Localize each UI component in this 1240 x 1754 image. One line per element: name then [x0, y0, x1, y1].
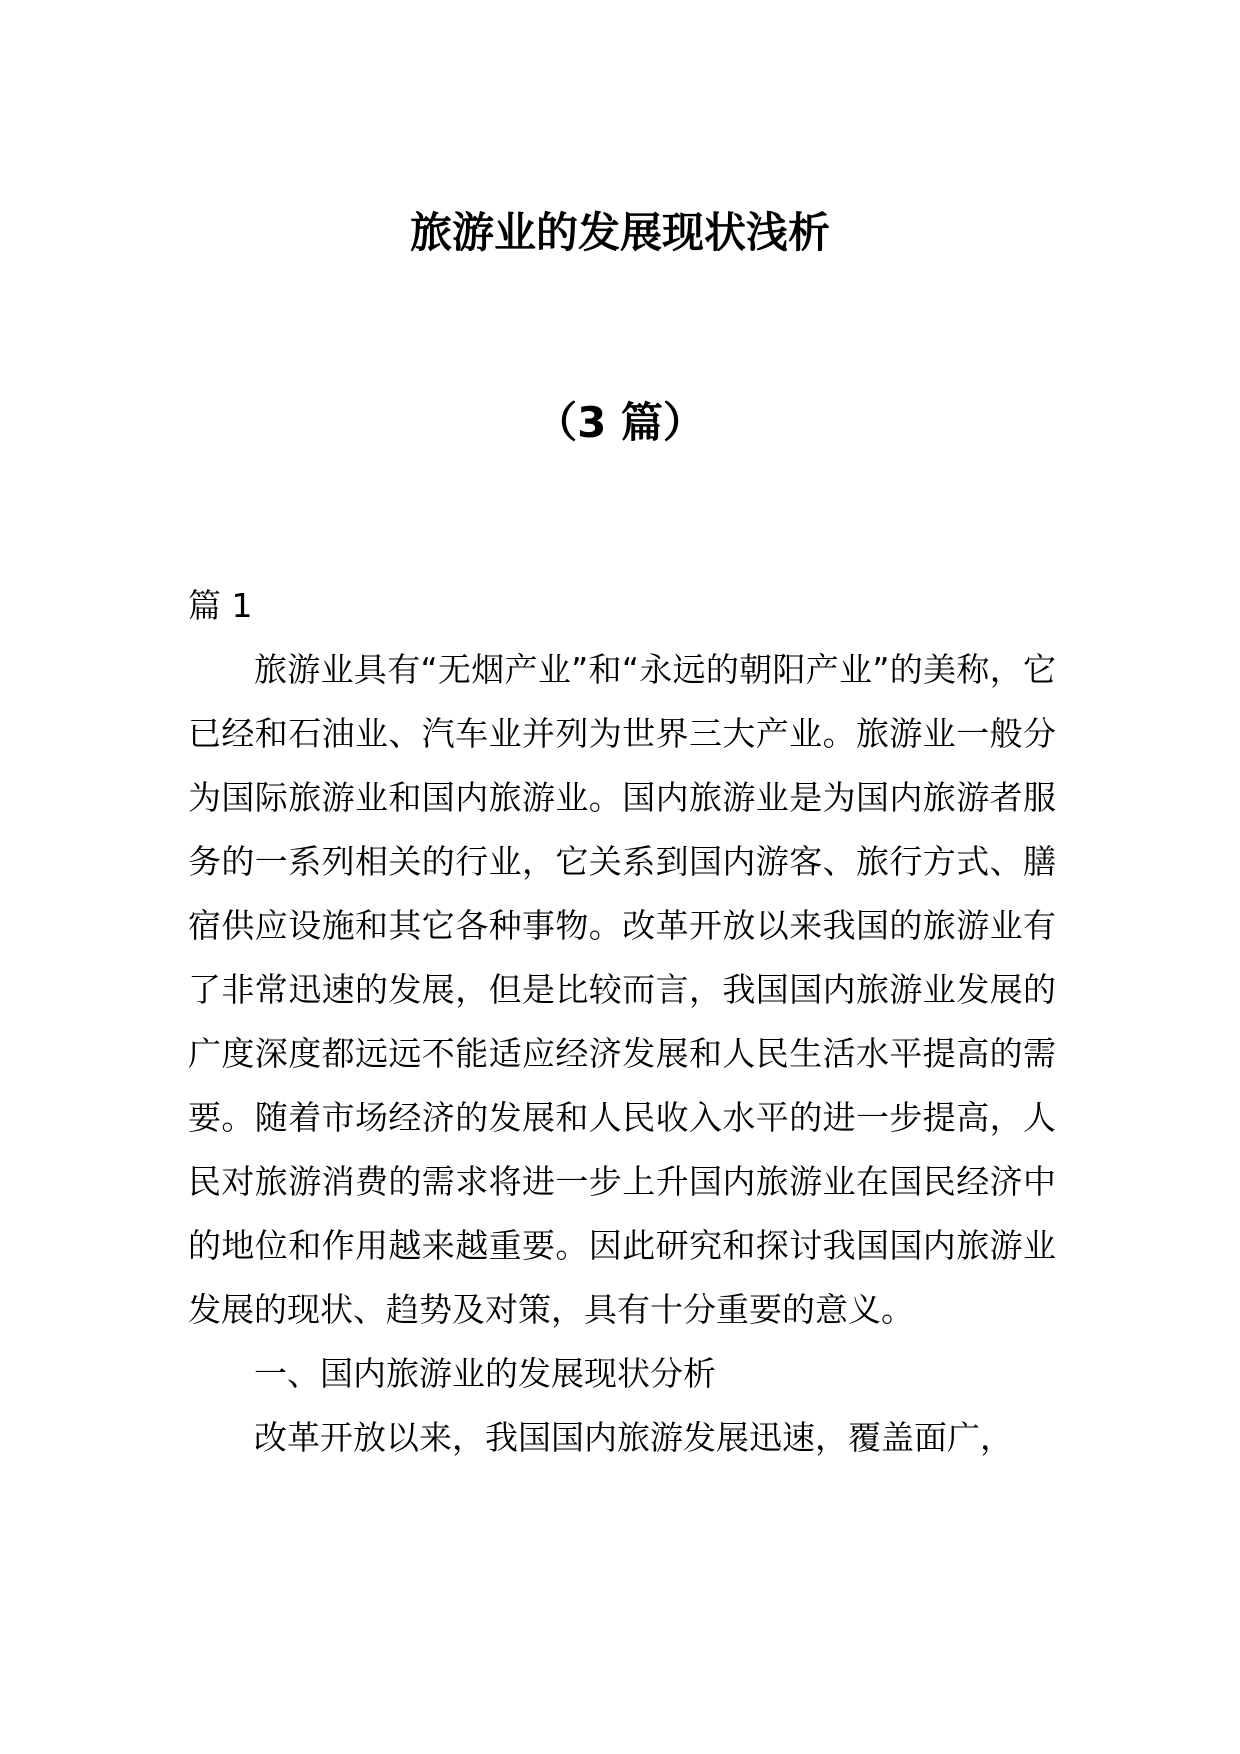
paragraph-1: 旅游业具有“无烟产业”和“永远的朝阳产业”的美称，它已经和石油业、汽车业并列为世界三大产业。旅游业一般分为国际旅游业和国内旅游业。国内旅游业是为国内旅游者服务的一系列相关的行业，它关系到国内游客、旅行方式、膳宿供应设施和其它各种事物。改革开放以来我国的旅游业有了非常迅速的发展，但是比较而言，我国国内旅游业发展的广度深度都远远不能适应经济发展和人民生活水平提高的需要。随着市场经济的发展和人民收入水平的进一步提高，人民对旅游消费的需求将进一步上升国内旅游业在国民经济中的地位和作用越来越重要。因此研究和探讨我国国内旅游业发展的现状、趋势及对策，具有十分重要的意义。: [188, 650, 1056, 1329]
section-heading-1: 一、国内旅游业的发展现状分析: [254, 1354, 716, 1393]
document-subtitle: （3 篇）: [535, 398, 705, 447]
document-title: 旅游业的发展现状浅析: [409, 208, 830, 257]
document-body: [188, 574, 1056, 1470]
paragraph-2: 改革开放以来，我国国内旅游发展迅速，覆盖面广，: [254, 1418, 1013, 1457]
section-label: 篇 1: [188, 586, 253, 625]
